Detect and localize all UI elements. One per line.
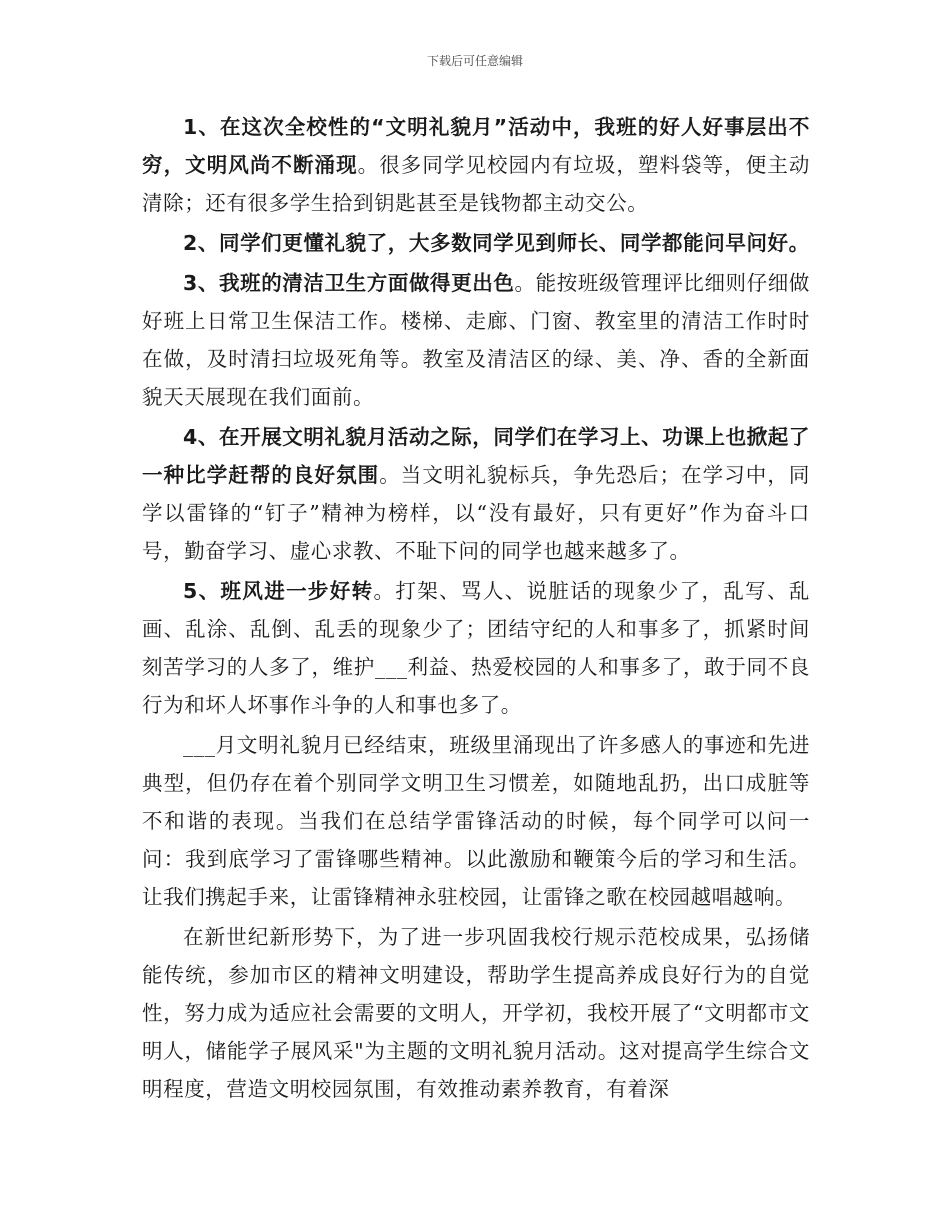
paragraph-5-lead: 5、班风进一步好转 [183, 579, 374, 603]
paragraph-6-body: ___月文明礼貌月已经结束，班级里涌现出了许多感人的事迹和先进典型，但仍存在着个别同学文明卫生习惯差，如随地乱扔，出口成脏等不和谐的表现。当我们在总结学雷锋活动的时候，每个同学可以问一问：我到底学习了雷锋哪些精神。以此激励和鞭策今后的学习和生活。让我们携起手来，让雷锋精神永驻校园，让雷锋之歌在校园越唱越响。 [142, 733, 810, 909]
paragraph-3-body: 。能按班级管理评比细则仔细做好班上日常卫生保洁工作。楼梯、走廊、门窗、教室里的清洁工作时时在做，及时清扫垃圾死角等。教室及清洁区的绿、美、净、香的全新面貌天天展现在我们面前。 [142, 271, 810, 409]
paragraph-1-body: 。很多同学见校园内有垃圾，塑料袋等，便主动清除；还有很多学生拾到钥匙甚至是钱物都主动交公。 [142, 153, 810, 215]
paragraph-5 [142, 572, 810, 724]
paragraph-7-body: 在新世纪新形势下，为了进一步巩固我校行规示范校成果，弘扬储能传统，参加市区的精神文明建设，帮助学生提高养成良好行为的自觉性，努力成为适应社会需要的文明人，开学初，我校开展了“文明都市文明人，储能学子展风采"为主题的文明礼貌月活动。这对提高学生综合文明程度，营造文明校园氛围，有效推动素养教育，有着深 [142, 925, 810, 1101]
paragraph-2-lead: 2、同学们更懂礼貌了，大多数同学见到师长、同学都能问早问好。 [183, 231, 810, 255]
paragraph-7 [142, 918, 810, 1108]
paragraph-4-lead: 4、在开展文明礼貌月活动之际，同学们在学习上、功课上也掀起了一种比学赶帮的良好氛围 [142, 425, 810, 487]
paragraph-3-lead: 3、我班的清洁卫生方面做得更出色 [183, 271, 515, 295]
paragraph-6 [142, 726, 810, 916]
document-body [142, 108, 810, 1110]
paragraph-4 [142, 418, 810, 570]
paragraph-4-body: 。当文明礼貌标兵，争先恐后；在学习中，同学以雷锋的“钉子”精神为榜样，以“没有最好，只有更好”作为奋斗口号，勤奋学习、虚心求教、不耻下问的同学也越来越多了。 [142, 463, 810, 563]
page-header: 下载后可任意编辑 [426, 54, 523, 68]
paragraph-3 [142, 264, 810, 416]
paragraph-2 [142, 224, 810, 262]
paragraph-1 [142, 108, 810, 222]
paragraph-1-lead: 1、在这次全校性的“文明礼貌月”活动中，我班的好人好事层出不穷，文明风尚不断涌现 [142, 115, 810, 177]
paragraph-5-body: 。打架、骂人、说脏话的现象少了，乱写、乱画、乱涂、乱倒、乱丢的现象少了；团结守纪的人和事多了，抓紧时间刻苦学习的人多了，维护___利益、热爱校园的人和事多了，敢于同不良行为和坏人坏事作斗争的人和事也多了。 [142, 579, 811, 717]
